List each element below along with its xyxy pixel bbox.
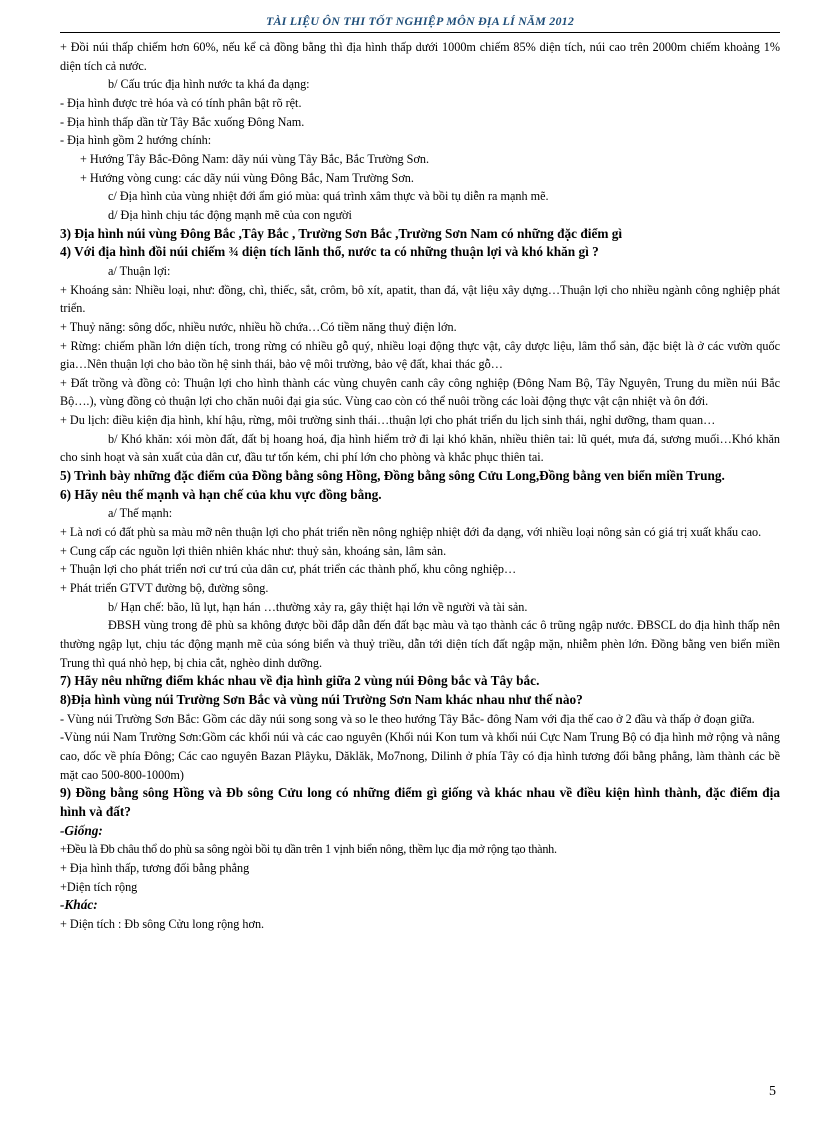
text-line: + Đất trồng và đồng cỏ: Thuận lợi cho hình thành các vùng chuyên canh cây công nghiệp (Đông Nam Bộ, Tây Nguyên, Trung du miền núi Bắc Bộ….), vùng đồng cỏ thuận lợi cho chăn nuôi đại gia súc. Vùng cao còn có thể nuôi trồng các loài động thực vật cận nhiệt và ôn đới. bbox=[60, 375, 780, 409]
text-line: - Địa hình được trẻ hóa và có tính phân bật rõ rệt. bbox=[60, 95, 302, 110]
text-line: + Diện tích : Đb sông Cửu long rộng hơn. bbox=[60, 916, 265, 931]
text-line: a/ Thuận lợi: bbox=[108, 263, 171, 278]
text-line: - Địa hình gồm 2 hướng chính: bbox=[60, 133, 212, 148]
text-line: - Vùng núi Trường Sơn Bắc: Gồm các dãy núi song song và so le theo hướng Tây Bắc- đông Nam với địa thế cao ở 2 đầu và thấp ở đoạn giữa. bbox=[60, 711, 755, 726]
question-heading: 9) Đồng bằng sông Hồng và Đb sông Cửu long có những điểm gì giống và khác nhau về điều kiện hình thành, đặc điểm địa hình và đất? bbox=[60, 785, 780, 819]
question-heading: 4) Với địa hình đồi núi chiếm ¾ diện tích lãnh thổ, nước ta có những thuận lợi và khó khăn gì ? bbox=[60, 244, 599, 260]
section-label: -Giống: bbox=[60, 822, 103, 838]
question-heading: 3) Địa hình núi vùng Đông Bắc ,Tây Bắc , Trường Sơn Bắc ,Trường Sơn Nam có những đặc điểm gì bbox=[60, 225, 623, 241]
page-header: TÀI LIỆU ÔN THI TỐT NGHIỆP MÔN ĐỊA LÍ NĂM 2012 bbox=[265, 14, 575, 28]
text-line: - Địa hình thấp dần từ Tây Bắc xuống Đông Nam. bbox=[60, 114, 305, 129]
section-label: -Khác: bbox=[60, 897, 98, 913]
text-line: a/ Thế mạnh: bbox=[108, 506, 173, 521]
text-line: + Thuỷ năng: sông dốc, nhiều nước, nhiều hồ chứa…Có tiềm năng thuỷ điện lớn. bbox=[60, 319, 457, 334]
text-line: b/ Cấu trúc địa hình nước ta khá đa dạng: bbox=[108, 77, 310, 92]
text-line: c/ Địa hình của vùng nhiệt đới ẩm gió mùa: quá trình xâm thực và bồi tụ diễn ra mạnh mẽ. bbox=[108, 189, 549, 204]
text-line: + Khoáng sản: Nhiều loại, như: đồng, chì, thiếc, sắt, crôm, bô xít, apatit, than đá, vật liệu xây dựng…Thuận lợi cho nhiều ngành công nghiệp phát triển. bbox=[60, 282, 780, 316]
text-line: + Rừng: chiếm phần lớn diện tích, trong rừng có nhiều gỗ quý, nhiều loại động thực vật, cây dược liệu, lâm thổ sản, đặc biệt là ở các vườn quốc gia…Nên thuận lợi cho bảo tồn hệ sinh thái, bảo vệ môi trường, bảo vệ đất, khai thác gỗ… bbox=[60, 338, 780, 372]
text-line: -Vùng núi Nam Trường Sơn:Gồm các khối núi và các cao nguyên (Khối núi Kon tum và khối núi Cực Nam Trung Bộ có địa hình mở rộng và nâng cao, dốc về phía Đông; Các cao nguyên Bazan Plâyku, Dăklăk, Mo7nong, Dilinh ở phía Tây có địa hình tương đối bằng phẳng, làm thành các bề mặt cao 500-800-1000m) bbox=[60, 730, 780, 782]
text-line: + Cung cấp các nguồn lợi thiên nhiên khác như: thuỷ sản, khoáng sản, lâm sản. bbox=[60, 543, 447, 558]
question-heading: 7) Hãy nêu những điểm khác nhau về địa hình giữa 2 vùng núi Đông bắc và Tây bắc. bbox=[60, 673, 540, 689]
question-heading: 8)Địa hình vùng núi Trường Sơn Bắc và vùng núi Trường Sơn Nam khác nhau như thế nào? bbox=[60, 691, 583, 707]
text-line: + Du lịch: điều kiện địa hình, khí hậu, rừng, môi trường sinh thái…thuận lợi cho phát triển du lịch sinh thái, nghỉ dưỡng, tham quan… bbox=[60, 413, 716, 428]
text-line: +Đều là Đb châu thổ do phù sa sông ngòi bồi tụ dần trên 1 vịnh biển nông, thềm lục địa mở rộng tạo thành. bbox=[60, 842, 557, 857]
document-body bbox=[60, 38, 780, 934]
text-line: + Đồi núi thấp chiếm hơn 60%, nếu kể cả đồng bằng thì địa hình thấp dưới 1000m chiếm 85% diện tích, núi cao trên 2000m chiếm khoảng 1% diện tích cả nước. bbox=[60, 40, 780, 73]
text-line: + Thuận lợi cho phát triển nơi cư trú của dân cư, phát triển các thành phố, khu công nghiệp… bbox=[60, 562, 517, 577]
text-line: +Diện tích rộng bbox=[60, 879, 138, 894]
page-number: 5 bbox=[769, 1084, 776, 1099]
text-line: + Địa hình thấp, tương đối bằng phẳng bbox=[60, 860, 250, 875]
header-divider bbox=[60, 32, 780, 33]
text-line: + Hướng Tây Bắc-Đông Nam: dãy núi vùng Tây Bắc, Bắc Trường Sơn. bbox=[80, 151, 430, 166]
text-line: b/ Hạn chế: bão, lũ lụt, hạn hán …thường xảy ra, gây thiệt hại lớn về người và tài sản. bbox=[108, 599, 528, 614]
question-heading: 5) Trình bày những đặc điểm của Đồng bằng sông Hồng, Đồng bằng sông Cửu Long,Đồng bằng ven biển miền Trung. bbox=[60, 468, 725, 484]
text-line: b/ Khó khăn: xói mòn đất, đất bị hoang hoá, địa hình hiểm trở đi lại khó khăn, nhiều thiên tai: lũ quét, mưa đá, sương muối…Khó khăn cho sinh hoạt và sản xuất của dân cư, đầu tư tốn kém, chi phí lớn cho phòng và khắc phục thiên tai. bbox=[60, 431, 780, 465]
text-line: ĐBSH vùng trong đê phù sa không được bồi đắp dẫn đến đất bạc màu và tạo thành các ô trũng ngập nước. ĐBSCL do địa hình thấp nên thường ngập lụt, chịu tác động mạnh mẽ của sóng biển và thuỷ triều, dẫn tới diện tích đất ngập mặn, nhiễm phèn lớn. Đồng bằng ven biển miền Trung thì quá nhỏ hẹp, bị chia cắt, nghèo dinh dưỡng. bbox=[60, 618, 780, 670]
question-heading: 6) Hãy nêu thế mạnh và hạn chế của khu vực đồng bằng. bbox=[60, 486, 382, 502]
text-line: d/ Địa hình chịu tác động mạnh mẽ của con người bbox=[108, 207, 352, 222]
text-line: + Là nơi có đất phù sa màu mỡ nên thuận lợi cho phát triển nền nông nghiệp nhiệt đới đa dạng, với nhiều loại nông sản có giá trị xuất khẩu cao. bbox=[60, 525, 762, 540]
text-line: + Phát triển GTVT đường bộ, đường sông. bbox=[60, 581, 269, 596]
text-line: + Hướng vòng cung: các dãy núi vùng Đông Bắc, Nam Trường Sơn. bbox=[80, 170, 414, 185]
